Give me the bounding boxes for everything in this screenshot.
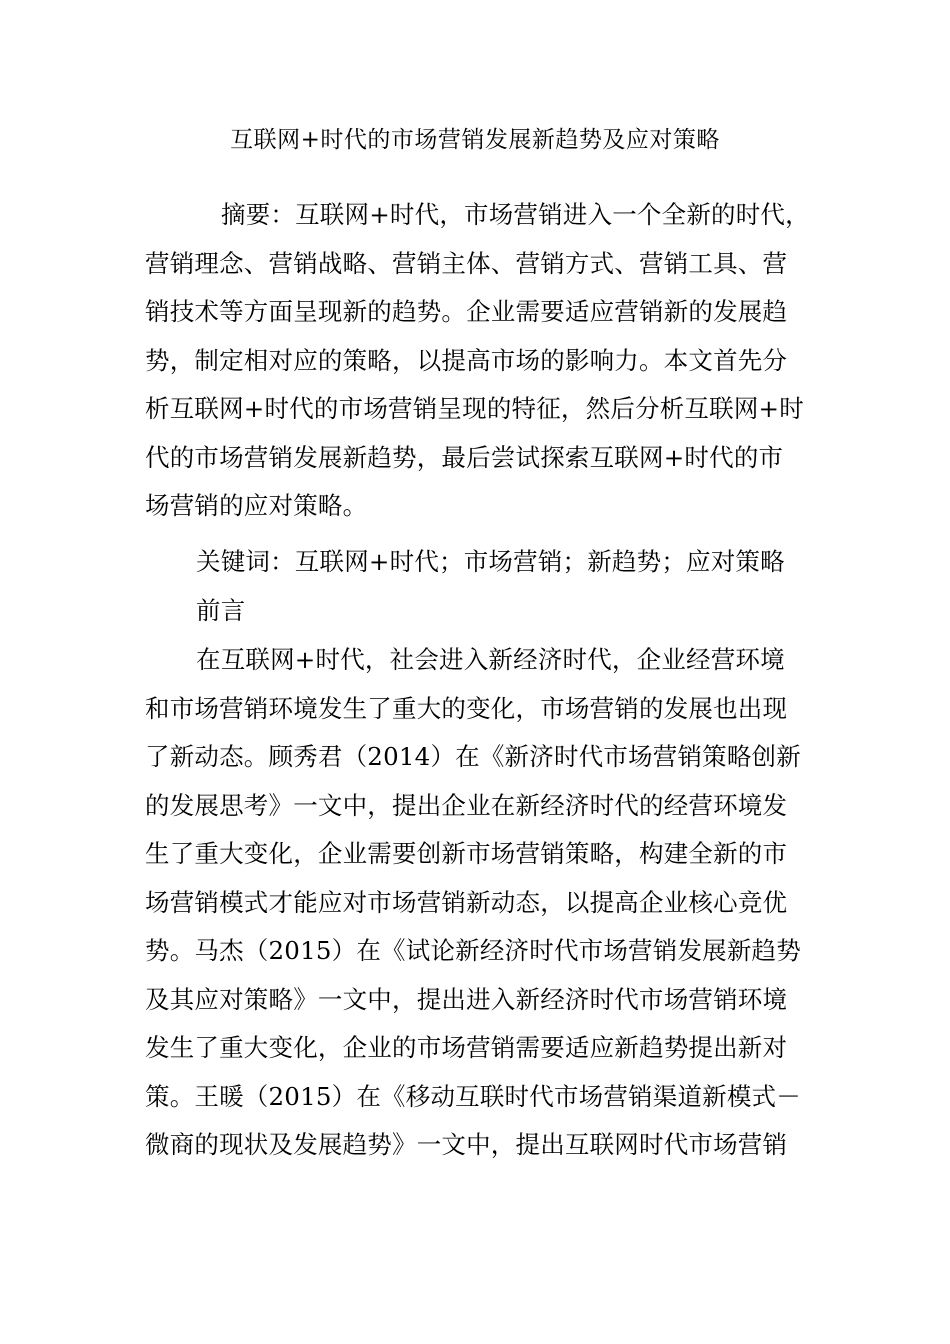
intro-line: 生了重大变化，企业需要创新市场营销策略，构建全新的市 [145, 839, 788, 868]
keywords-paragraph [145, 538, 807, 587]
intro-line: 在互联网+时代，社会进入新经济时代，企业经营环境 [196, 645, 785, 674]
intro-line: 和市场营销环境发生了重大的变化，市场营销的发展也出现 [145, 693, 788, 723]
abstract-line: 析互联网+时代的市场营销呈现的特征，然后分析互联网+时 [145, 394, 804, 423]
intro-line: 微商的现状及发展趋势》一文中，提出互联网时代市场营销 [145, 1130, 788, 1159]
keywords-text: 关键词：互联网+时代；市场营销；新趋势；应对策略 [196, 547, 785, 576]
abstract-line: 摘要：互联网+时代，市场营销进入一个全新的时代， [221, 200, 810, 229]
intro-line: 发生了重大变化，企业的市场营销需要适应新趋势提出新对 [145, 1033, 788, 1062]
intro-heading-text: 前言 [196, 596, 246, 625]
intro-line: 场营销模式才能应对市场营销新动态，以提高企业核心竞优 [145, 887, 788, 917]
abstract-line: 场营销的应对策略。 [145, 491, 368, 520]
intro-line: 及其应对策略》一文中，提出进入新经济时代市场营销环境 [145, 984, 788, 1014]
abstract-line: 势，制定相对应的策略，以提高市场的影响力。本文首先分 [145, 345, 788, 375]
abstract-paragraph [145, 191, 810, 531]
intro-line: 的发展思考》一文中，提出企业在新经济时代的经营环境发 [145, 790, 788, 820]
intro-line: 了新动态。顾秀君（2014）在《新济时代市场营销策略创新 [145, 742, 801, 771]
intro-heading [145, 587, 807, 636]
abstract-line: 营销理念、营销战略、营销主体、营销方式、营销工具、营 [145, 248, 788, 278]
abstract-line: 代的市场营销发展新趋势，最后尝试探索互联网+时代的市 [145, 442, 784, 472]
intro-line: 势。马杰（2015）在《试论新经济时代市场营销发展新趋势 [145, 936, 801, 965]
abstract-line: 销技术等方面呈现新的趋势。企业需要适应营销新的发展趋 [145, 297, 788, 326]
intro-paragraph [145, 636, 807, 1170]
document-title: 互联网+时代的市场营销发展新趋势及应对策略 [230, 127, 720, 153]
intro-line: 策。王暖（2015）在《移动互联时代市场营销渠道新模式－ [145, 1081, 801, 1111]
